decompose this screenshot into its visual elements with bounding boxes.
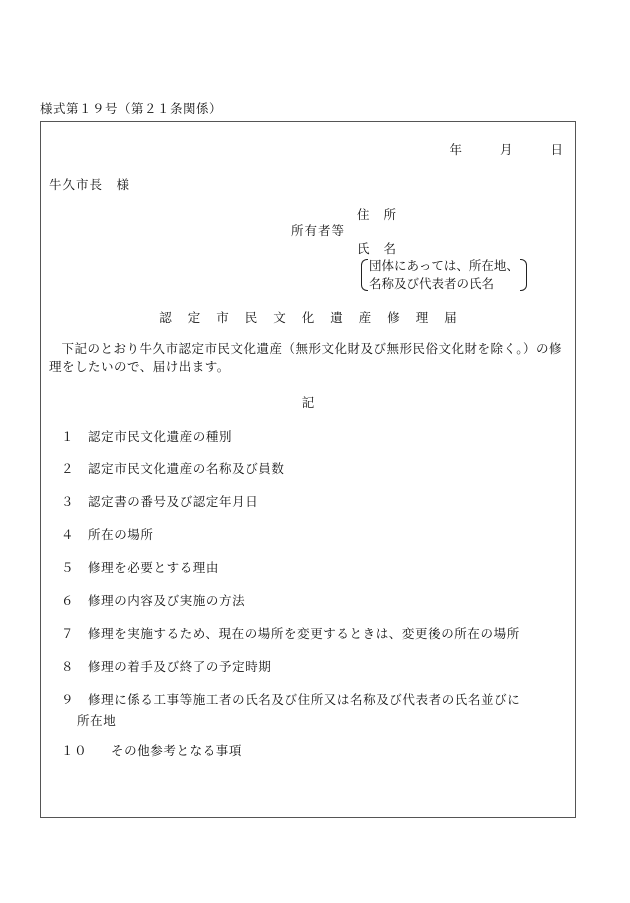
name-label: 氏名 (357, 241, 411, 256)
item-text: 修理の内容及び実施の方法 (88, 593, 246, 608)
date-day: 日 (550, 142, 563, 157)
body-paragraph: 下記のとおり牛久市認定市民文化遺産（無形文化財及び無形民俗文化財を除く。）の修理をしたいので、届け出ます。 (49, 341, 563, 374)
item-number: ９ (61, 692, 75, 707)
form-frame (40, 121, 576, 818)
organization-note (361, 257, 527, 293)
item-number: ３ (61, 494, 75, 509)
item-text: 修理の着手及び終了の予定時期 (88, 659, 272, 674)
date-month: 月 (499, 142, 513, 157)
list-item (61, 492, 258, 510)
addressee: 牛久市長 様 (49, 177, 131, 192)
item-number: ４ (61, 527, 75, 542)
item-number: １ (61, 429, 75, 444)
item-text-continued: 所在地 (77, 713, 117, 728)
item-text: その他参考となる事項 (111, 743, 243, 758)
list-item (61, 690, 520, 729)
address-label: 住所 (357, 207, 411, 222)
list-item (61, 591, 245, 609)
list-item (61, 525, 154, 543)
item-text: 認定市民文化遺産の名称及び員数 (88, 461, 285, 476)
item-number: １０ (61, 743, 88, 758)
date-year: 年 (449, 142, 462, 157)
item-text: 認定市民文化遺産の種別 (88, 429, 233, 444)
form-number-label: 様式第１９号（第２１条関係） (40, 101, 223, 116)
list-item (61, 427, 232, 445)
item-text: 修理を必要とする理由 (88, 560, 220, 575)
item-text: 認定書の番号及び認定年月日 (88, 494, 259, 509)
item-number: ８ (61, 659, 75, 674)
document-title: 認定市民文化遺産修理届 (159, 310, 473, 325)
organization-note-line1: 団体にあっては、所在地、 (369, 258, 519, 273)
date-line (449, 140, 563, 158)
item-text: 修理を実施するため、現在の場所を変更するときは、変更後の所在の場所 (88, 626, 520, 641)
list-item (61, 624, 520, 642)
item-number: ５ (61, 560, 75, 575)
item-number: ２ (61, 461, 75, 476)
owner-label: 所有者等 (291, 223, 346, 238)
list-item (61, 741, 242, 759)
list-item (61, 657, 271, 675)
item-text: 所在の場所 (88, 527, 154, 542)
list-item (61, 459, 285, 477)
ki-heading: 記 (301, 395, 315, 410)
applicant-block (291, 205, 561, 295)
list-item (61, 558, 219, 576)
organization-note-line2: 名称及び代表者の氏名 (369, 276, 495, 291)
item-number: ６ (61, 593, 75, 608)
item-number: ７ (61, 626, 75, 641)
item-text: 修理に係る工事等施工者の氏名及び住所又は名称及び代表者の氏名並びに (88, 692, 521, 707)
